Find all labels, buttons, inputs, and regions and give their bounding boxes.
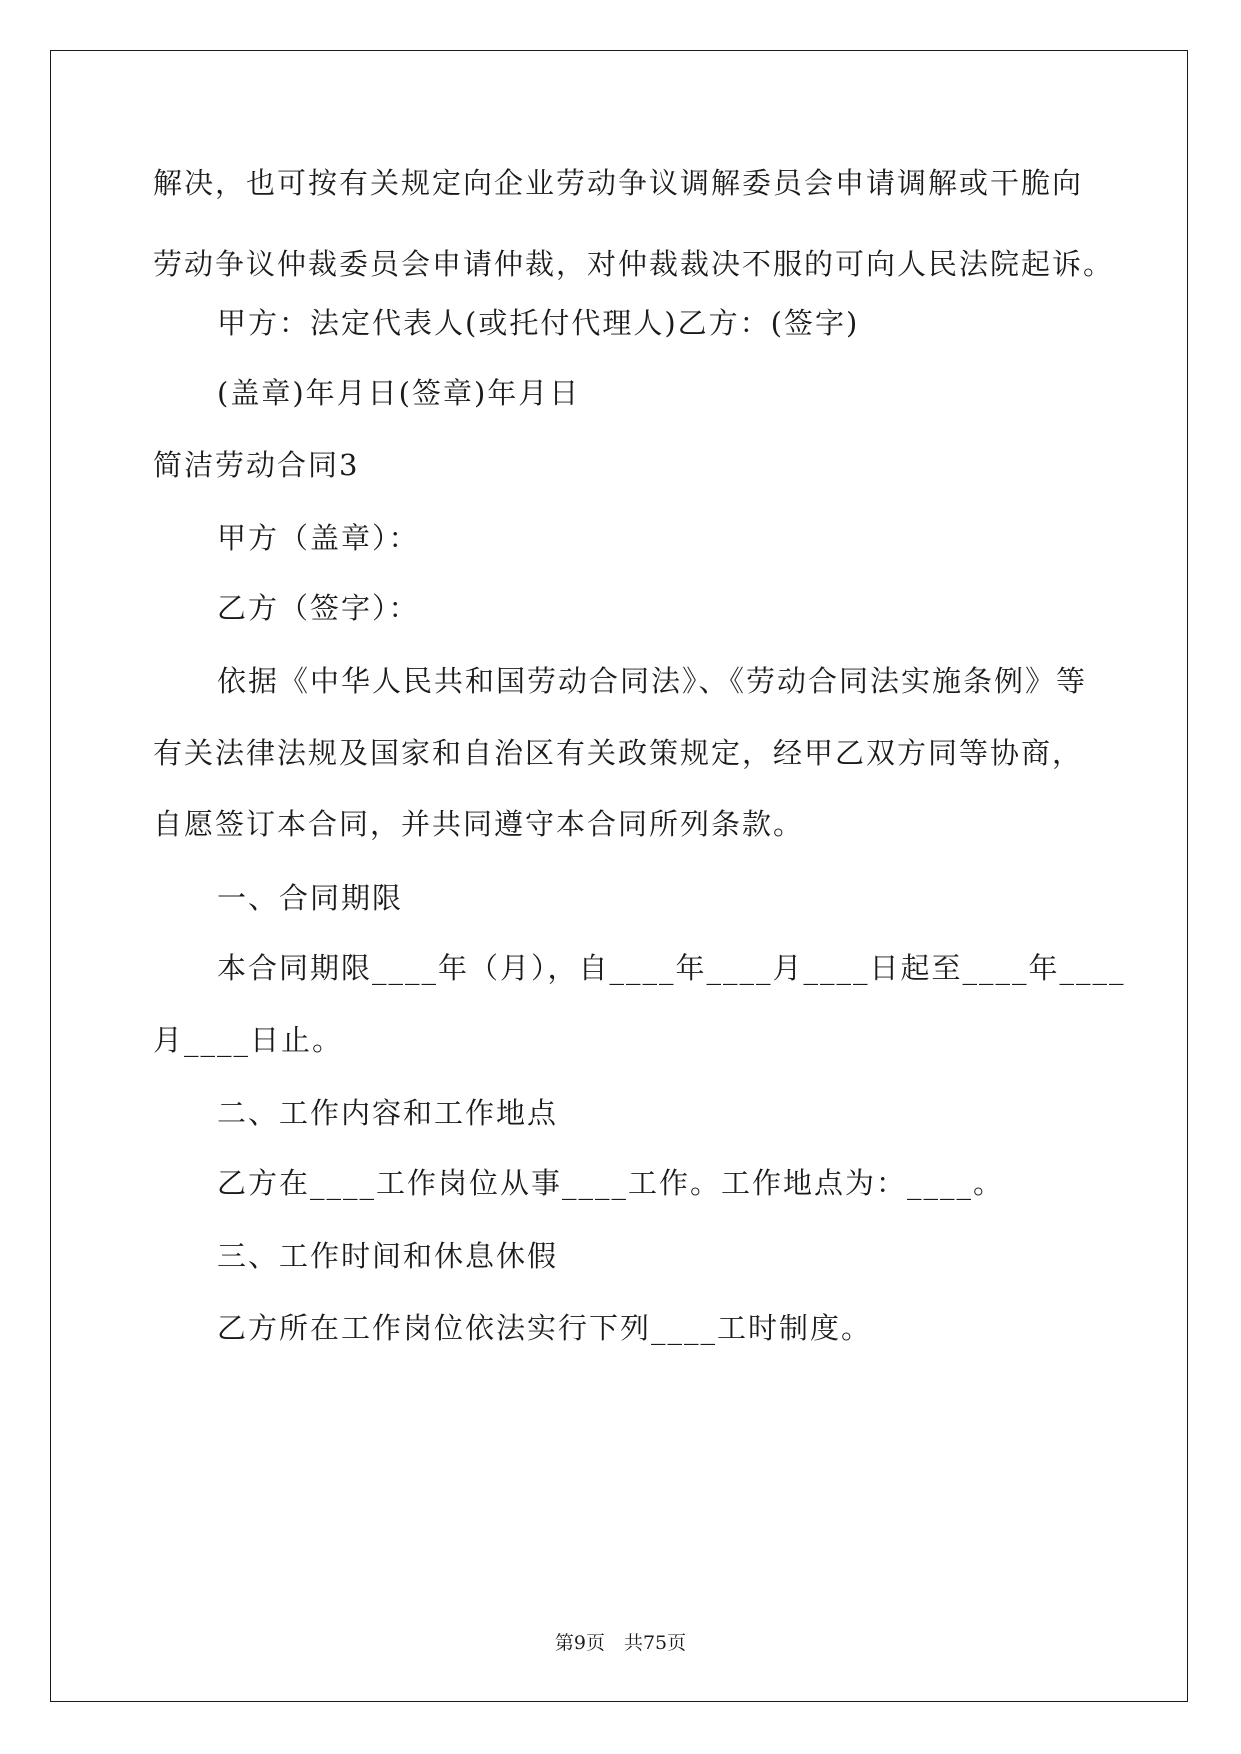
clause-heading: 二、工作内容和工作地点 (217, 1096, 559, 1130)
paragraph-line: 劳动争议仲裁委员会申请仲裁，对仲裁裁决不服的可向人民法院起诉。 (153, 247, 1115, 281)
date-line: (盖章)年月日(签章)年月日 (217, 376, 581, 410)
party-a-signature-line: 甲方：法定代表人(或托付代理人)乙方：(签字) (217, 306, 860, 340)
clause-heading: 一、合同期限 (217, 881, 404, 915)
paragraph-line: 乙方在____工作岗位从事____工作。工作地点为：____。 (217, 1166, 1005, 1200)
paragraph-line: 乙方所在工作岗位依法实行下列____工时制度。 (217, 1311, 873, 1345)
paragraph-line: 解决，也可按有关规定向企业劳动争议调解委员会申请调解或干脆向 (153, 166, 1084, 200)
paragraph-line: 自愿签订本合同，并共同遵守本合同所列条款。 (153, 807, 805, 841)
paragraph-line: 有关法律法规及国家和自治区有关政策规定，经甲乙双方同等协商， (153, 736, 1084, 770)
paragraph-line: 月____日止。 (153, 1023, 344, 1057)
section-title: 简洁劳动合同3 (153, 448, 360, 482)
paragraph-line: 本合同期限____年（月），自____年____月____日起至____年____ (217, 951, 1126, 985)
paragraph-line: 依据《中华人民共和国劳动合同法》、《劳动合同法实施条例》等 (217, 664, 1088, 698)
page-border (50, 50, 1188, 1702)
clause-heading: 三、工作时间和休息休假 (217, 1239, 559, 1273)
party-b-label: 乙方（签字）： (217, 591, 420, 625)
page-number-footer: 第9页 共75页 (554, 1632, 687, 1654)
party-a-label: 甲方（盖章）： (217, 521, 420, 555)
